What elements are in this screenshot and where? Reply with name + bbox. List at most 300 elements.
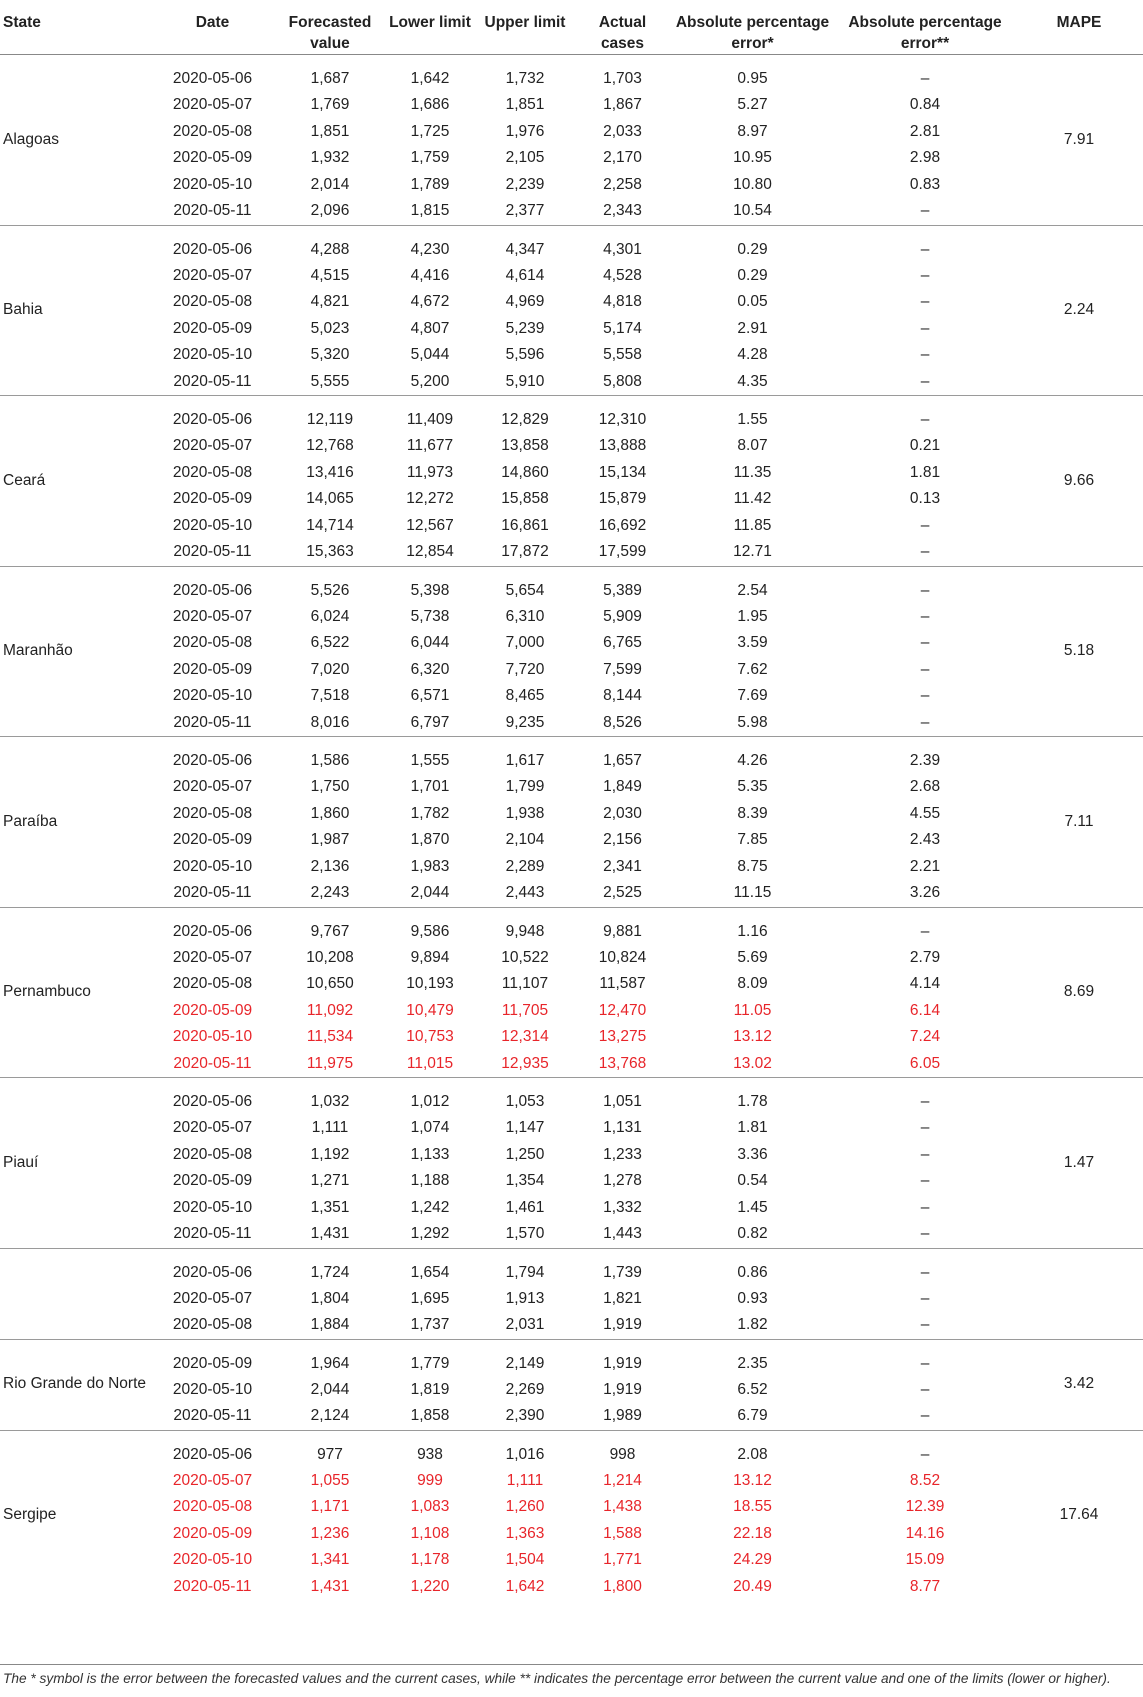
cell-upper: 4,614: [505, 266, 545, 284]
mape-cell: 1.47: [1015, 1078, 1143, 1249]
cell-actual: 13,768: [598, 1054, 647, 1072]
mape-cell: 5.18: [1015, 566, 1143, 737]
cell-ape2: 0.84: [909, 96, 941, 113]
table-row: [0, 1430, 1143, 1468]
cell-date: 2020-05-08: [172, 804, 253, 822]
cell-lower: 1,815: [410, 202, 450, 219]
table-row: [0, 1521, 1143, 1548]
header-ape1: Absolute percentage error*: [670, 0, 835, 55]
cell-ape1: 13.02: [733, 1054, 772, 1072]
table-row: [0, 460, 1143, 487]
cell-actual: 1,821: [603, 1289, 642, 1307]
cell-lower: 1,188: [410, 1172, 450, 1189]
cell-ape1: 6.52: [737, 1380, 768, 1398]
mape-cell: 3.42: [1015, 1339, 1143, 1430]
cell-ape2: –: [920, 1316, 930, 1333]
cell-date: 2020-05-11: [173, 202, 252, 219]
cell-upper: 12,935: [501, 1054, 549, 1072]
cell-upper: 2,390: [505, 1407, 545, 1424]
cell-lower: 10,479: [406, 1001, 454, 1019]
cell-ape1: 0.86: [670, 1248, 835, 1286]
cell-ape2: –: [920, 687, 930, 704]
cell-ape2: –: [920, 70, 930, 87]
cell-actual: 5,174: [603, 319, 642, 337]
state-cell: Pernambuco: [0, 907, 150, 1078]
cell-actual: 9,881: [575, 907, 670, 945]
header-upper: Upper limit: [475, 0, 575, 55]
cell-upper: 11,705: [501, 1001, 549, 1019]
cell-date: 2020-05-09: [172, 1172, 253, 1189]
cell-ape1: 7.69: [737, 687, 768, 704]
cell-actual: 998: [575, 1430, 670, 1468]
cell-ape2: –: [835, 566, 1015, 604]
cell-actual: 1,214: [603, 1471, 642, 1489]
cell-forecasted: 10,208: [306, 948, 354, 966]
cell-upper: 1,363: [505, 1524, 545, 1542]
table-row: [0, 1377, 1143, 1404]
cell-upper: 5,910: [505, 372, 545, 390]
cell-ape1: 22.18: [733, 1524, 772, 1542]
table-row: [0, 486, 1143, 513]
cell-lower: 1,983: [410, 857, 450, 875]
cell-upper: 9,948: [475, 907, 575, 945]
cell-forecasted: 2,044: [310, 1380, 350, 1398]
cell-upper: 7,720: [505, 660, 545, 678]
cell-ape1: 2.54: [670, 566, 835, 604]
state-cell: Bahia: [0, 225, 150, 396]
cell-date: 2020-05-11: [173, 1577, 252, 1595]
cell-lower: 1,819: [410, 1380, 450, 1398]
cell-date: 2020-05-07: [172, 948, 253, 966]
cell-ape1: 6.79: [737, 1407, 768, 1424]
cell-forecasted: 6,522: [310, 634, 350, 651]
cell-lower: 9,586: [385, 907, 475, 945]
cell-date: 2020-05-10: [172, 687, 253, 704]
cell-lower: 1,870: [410, 831, 450, 848]
cell-ape1: 10.80: [733, 175, 772, 193]
cell-ape2: –: [920, 1198, 930, 1216]
table-footnote: The * symbol is the error between the forecasted values and the current cases, while ** indicates the percentage error between the current value and one of the limits (lower or higher).: [3, 1671, 1111, 1686]
cell-ape2: –: [920, 1145, 930, 1163]
cell-ape2: –: [920, 1407, 930, 1424]
cell-actual: 1,332: [603, 1198, 642, 1216]
mape-cell: 2.24: [1015, 225, 1143, 396]
table-row: [0, 1221, 1143, 1248]
cell-ape1: 1.81: [737, 1119, 768, 1136]
cell-ape1: 3.59: [737, 634, 768, 651]
cell-date: 2020-05-08: [172, 463, 253, 481]
cell-upper: 9,235: [505, 713, 545, 731]
table-row: [0, 433, 1143, 460]
cell-ape1: 1.45: [737, 1198, 768, 1216]
cell-ape2: –: [835, 1339, 1015, 1377]
cell-actual: 5,909: [603, 607, 642, 625]
cell-forecasted: 5,023: [310, 319, 350, 337]
state-cell: Paraíba: [0, 737, 150, 908]
cell-date: 2020-05-09: [172, 149, 253, 166]
cell-lower: 12,272: [406, 490, 454, 507]
cell-upper: 1,799: [505, 778, 545, 795]
cell-ape1: 1.82: [737, 1316, 768, 1333]
cell-date: 2020-05-08: [172, 975, 253, 992]
cell-ape2: –: [920, 607, 930, 625]
cell-ape2: –: [920, 346, 930, 363]
table-header: [0, 0, 1143, 55]
cell-upper: 2,031: [505, 1316, 545, 1333]
cell-ape1: 20.49: [733, 1577, 772, 1595]
cell-actual: 4,528: [603, 266, 642, 284]
cell-ape2: –: [920, 293, 930, 310]
cell-ape2: 0.21: [909, 437, 941, 454]
cell-forecasted: 4,821: [310, 293, 350, 310]
cell-actual: 1,703: [603, 70, 642, 87]
cell-ape2: –: [920, 1225, 930, 1242]
cell-actual: 5,558: [603, 346, 642, 363]
cell-date: 2020-05-10: [172, 346, 253, 363]
cell-ape1: 4.28: [737, 346, 768, 363]
cell-date: 2020-05-07: [172, 266, 253, 284]
cell-forecasted: 977: [275, 1430, 385, 1468]
cell-lower: 11,973: [406, 463, 454, 481]
cell-upper: 2,377: [505, 202, 545, 219]
table-row: [0, 907, 1143, 945]
cell-actual: 2,156: [603, 831, 642, 848]
table-row: [0, 683, 1143, 710]
cell-forecasted: 1,431: [310, 1577, 350, 1595]
cell-date: 2020-05-09: [172, 831, 253, 848]
table-row: [0, 566, 1143, 604]
cell-lower: 1,686: [410, 96, 450, 113]
cell-forecasted: 5,555: [310, 372, 350, 390]
cell-forecasted: 2,136: [310, 857, 350, 875]
cell-lower: 12,567: [406, 516, 454, 534]
cell-ape1: 1.95: [737, 607, 768, 625]
cell-lower: 1,220: [410, 1577, 450, 1595]
cell-actual: 1,989: [603, 1407, 642, 1424]
header-mape: MAPE: [1015, 0, 1143, 55]
cell-upper: 11,107: [501, 975, 549, 992]
table-row: [0, 1468, 1143, 1495]
cell-forecasted: 11,534: [306, 1028, 354, 1045]
cell-forecasted: 1,932: [310, 149, 350, 166]
cell-lower: 2,044: [410, 884, 450, 901]
table-row: [0, 854, 1143, 881]
cell-actual: 15,134: [598, 463, 647, 481]
cell-ape2: –: [835, 1078, 1015, 1116]
cell-ape1: 1.16: [670, 907, 835, 945]
cell-lower: 12,854: [406, 543, 454, 560]
table-row: [0, 55, 1143, 93]
cell-lower: 1,737: [410, 1316, 450, 1333]
cell-date: 2020-05-06: [150, 566, 275, 604]
table-row: [0, 1142, 1143, 1169]
state-cell: Maranhão: [0, 566, 150, 737]
cell-forecasted: 1,724: [275, 1248, 385, 1286]
cell-upper: 1,053: [475, 1078, 575, 1116]
cell-upper: 16,861: [501, 516, 549, 534]
table-row: [0, 1051, 1143, 1078]
cell-ape1: 8.07: [737, 437, 768, 454]
cell-upper: 5,596: [505, 346, 545, 363]
cell-lower: 1,083: [410, 1498, 450, 1515]
table-row: [0, 1574, 1143, 1601]
cell-upper: 17,872: [501, 543, 549, 560]
table-row: [0, 225, 1143, 263]
cell-upper: 10,522: [501, 948, 549, 966]
cell-forecasted: 1,964: [275, 1339, 385, 1377]
cell-forecasted: 1,341: [310, 1551, 350, 1568]
table-body: [0, 55, 1143, 1601]
table-row: [0, 1195, 1143, 1222]
header-ape2: Absolute percentage error**: [835, 0, 1015, 55]
cell-lower: 10,193: [406, 975, 454, 992]
cell-forecasted: 1,687: [310, 70, 350, 87]
cell-actual: 2,343: [603, 202, 642, 219]
table-row: [0, 92, 1143, 119]
cell-upper: 5,654: [475, 566, 575, 604]
cell-date: 2020-05-06: [172, 70, 253, 87]
cell-ape1: 18.55: [733, 1498, 772, 1515]
cell-date: 2020-05-08: [172, 293, 253, 310]
cell-ape2: –: [920, 1289, 930, 1307]
cell-date: 2020-05-09: [172, 490, 253, 507]
cell-date: 2020-05-09: [172, 319, 253, 337]
cell-upper: 2,239: [505, 175, 545, 193]
cell-ape2: –: [835, 1430, 1015, 1468]
cell-lower: 1,858: [410, 1407, 450, 1424]
state-cell: [0, 1248, 150, 1339]
cell-actual: 2,525: [603, 884, 642, 901]
cell-upper: 4,969: [505, 293, 545, 310]
cell-date: 2020-05-07: [172, 1119, 253, 1136]
cell-ape1: 0.95: [737, 70, 768, 87]
cell-forecasted: 1,884: [310, 1316, 350, 1333]
cell-forecasted: 1,987: [310, 831, 350, 848]
cell-lower: 1,292: [410, 1225, 450, 1242]
cell-ape2: 6.14: [909, 1001, 941, 1019]
cell-forecasted: 12,768: [306, 437, 354, 454]
table-row: [0, 172, 1143, 199]
cell-date: 2020-05-10: [172, 175, 253, 193]
cell-lower: 1,108: [410, 1524, 450, 1542]
cell-lower: 11,677: [406, 437, 454, 454]
cell-upper: 1,504: [505, 1551, 545, 1568]
cell-lower: 1,654: [385, 1248, 475, 1286]
cell-ape1: 4.35: [737, 372, 768, 390]
cell-forecasted: 7,518: [310, 687, 350, 704]
cell-ape2: –: [920, 543, 930, 560]
cell-ape2: 2.21: [909, 857, 941, 875]
cell-forecasted: 10,650: [306, 975, 354, 992]
table-row: [0, 827, 1143, 854]
cell-forecasted: 4,515: [310, 266, 350, 284]
cell-ape2: –: [920, 319, 930, 337]
cell-ape1: 12.71: [733, 543, 772, 560]
cell-ape2: –: [920, 516, 930, 534]
cell-upper: 2,269: [505, 1380, 545, 1398]
cell-date: 2020-05-09: [172, 1524, 253, 1542]
cell-ape2: –: [920, 202, 930, 219]
cell-ape2: –: [835, 225, 1015, 263]
cell-forecasted: 13,416: [306, 463, 354, 481]
cell-actual: 2,258: [603, 175, 642, 193]
cell-date: 2020-05-11: [173, 713, 252, 731]
cell-upper: 2,104: [505, 831, 545, 848]
cell-upper: 1,461: [505, 1198, 545, 1216]
cell-forecasted: 2,014: [310, 175, 350, 193]
cell-forecasted: 1,769: [310, 96, 350, 113]
cell-actual: 6,765: [603, 634, 642, 651]
cell-ape1: 4.26: [670, 737, 835, 775]
table-row: [0, 119, 1143, 146]
cell-ape2: 12.39: [905, 1498, 945, 1515]
cell-date: 2020-05-08: [172, 122, 253, 140]
cell-date: 2020-05-06: [150, 1430, 275, 1468]
cell-ape1: 2.91: [737, 319, 768, 337]
cell-ape2: –: [835, 396, 1015, 434]
cell-date: 2020-05-11: [173, 1407, 252, 1424]
cell-lower: 1,133: [410, 1145, 450, 1163]
cell-lower: 6,320: [410, 660, 450, 678]
cell-actual: 12,310: [575, 396, 670, 434]
cell-upper: 1,851: [505, 96, 545, 113]
cell-ape1: 11.15: [733, 884, 772, 901]
cell-forecasted: 7,020: [310, 660, 350, 678]
cell-lower: 11,015: [406, 1054, 454, 1072]
cell-ape2: –: [835, 907, 1015, 945]
table-row: [0, 1024, 1143, 1051]
cell-ape1: 10.54: [733, 202, 772, 219]
cell-ape1: 13.12: [733, 1028, 772, 1045]
table-row: [0, 1339, 1143, 1377]
cell-forecasted: 1,171: [310, 1498, 350, 1515]
bottom-rule: [0, 1664, 1143, 1665]
cell-date: 2020-05-06: [150, 225, 275, 263]
cell-date: 2020-05-09: [172, 660, 253, 678]
cell-forecasted: 1,236: [310, 1524, 350, 1542]
cell-date: 2020-05-11: [173, 1225, 252, 1242]
cell-lower: 1,012: [385, 1078, 475, 1116]
cell-forecasted: 14,065: [306, 490, 354, 507]
cell-lower: 999: [417, 1471, 443, 1489]
cell-date: 2020-05-07: [172, 778, 253, 795]
cell-upper: 2,105: [505, 149, 545, 166]
cell-lower: 1,555: [385, 737, 475, 775]
cell-lower: 9,894: [410, 948, 450, 966]
cell-ape1: 5.27: [737, 96, 768, 113]
cell-lower: 4,672: [410, 293, 450, 310]
cell-forecasted: 6,024: [310, 607, 350, 625]
table-row: [0, 1286, 1143, 1313]
cell-ape2: 15.09: [905, 1551, 945, 1568]
cell-upper: 2,443: [505, 884, 545, 901]
cell-actual: 1,438: [603, 1498, 642, 1515]
cell-actual: 1,849: [603, 778, 642, 795]
header-state: State: [0, 0, 150, 55]
state-cell: Alagoas: [3, 130, 60, 148]
cell-date: 2020-05-11: [173, 543, 252, 560]
header-forecasted: Forecasted value: [275, 0, 385, 55]
cell-forecasted: 1,351: [310, 1198, 350, 1216]
cell-actual: 1,771: [603, 1551, 642, 1568]
cell-upper: 1,016: [475, 1430, 575, 1468]
cell-actual: 1,233: [603, 1145, 642, 1163]
cell-date: 2020-05-10: [172, 516, 253, 534]
cell-date: 2020-05-06: [150, 1248, 275, 1286]
cell-ape2: –: [835, 1248, 1015, 1286]
cell-forecasted: 4,288: [275, 225, 385, 263]
cell-forecasted: 5,526: [275, 566, 385, 604]
cell-lower: 11,409: [385, 396, 475, 434]
cell-forecasted: 2,124: [310, 1407, 350, 1424]
cell-forecasted: 1,055: [310, 1471, 350, 1489]
cell-forecasted: 1,192: [310, 1145, 350, 1163]
cell-lower: 1,759: [410, 149, 450, 166]
cell-ape2: 7.24: [909, 1028, 941, 1045]
cell-actual: 2,341: [603, 857, 642, 875]
cell-lower: 1,695: [410, 1289, 450, 1307]
cell-lower: 6,571: [410, 687, 450, 704]
table-row: [0, 316, 1143, 343]
cell-ape1: 0.29: [670, 225, 835, 263]
cell-ape2: 4.55: [909, 804, 941, 822]
cell-date: 2020-05-06: [150, 396, 275, 434]
cell-ape2: 2.98: [909, 149, 941, 166]
cell-ape2: 2.68: [909, 778, 941, 795]
cell-actual: 1,131: [603, 1119, 642, 1136]
cell-date: 2020-05-06: [150, 907, 275, 945]
table-row: [0, 710, 1143, 737]
cell-upper: 14,860: [501, 463, 549, 481]
cell-forecasted: 11,975: [306, 1054, 354, 1072]
cell-lower: 1,701: [410, 778, 450, 795]
cell-actual: 10,824: [598, 948, 647, 966]
cell-ape2: 6.05: [909, 1054, 941, 1072]
cell-upper: 1,570: [505, 1225, 545, 1242]
cell-date: 2020-05-06: [150, 737, 275, 775]
cell-date: 2020-05-09: [172, 1001, 253, 1019]
cell-forecasted: 1,851: [310, 122, 350, 140]
cell-upper: 6,310: [505, 607, 545, 625]
cell-ape2: 2.43: [909, 831, 941, 848]
cell-ape1: 5.98: [737, 713, 768, 731]
cell-upper: 13,858: [501, 437, 549, 454]
cell-actual: 2,170: [603, 149, 642, 166]
cell-date: 2020-05-08: [172, 634, 253, 651]
cell-forecasted: 1,750: [310, 778, 350, 795]
cell-upper: 1,913: [505, 1289, 545, 1307]
cell-forecasted: 11,092: [306, 1001, 354, 1019]
table-row: [0, 198, 1143, 225]
cell-date: 2020-05-10: [172, 1028, 253, 1045]
table-row: [0, 998, 1143, 1025]
cell-actual: 8,144: [603, 687, 642, 704]
cell-ape2: 1.81: [909, 463, 941, 481]
table-row: [0, 945, 1143, 972]
cell-upper: 1,976: [505, 122, 545, 140]
cell-forecasted: 1,860: [310, 804, 350, 822]
cell-date: 2020-05-07: [172, 1471, 253, 1489]
cell-actual: 1,278: [603, 1172, 642, 1189]
cell-lower: 4,230: [385, 225, 475, 263]
cell-date: 2020-05-07: [172, 1289, 253, 1307]
cell-ape2: 14.16: [905, 1524, 945, 1542]
cell-ape1: 8.97: [737, 122, 768, 140]
table-row: [0, 263, 1143, 290]
cell-upper: 2,149: [475, 1339, 575, 1377]
table-row: [0, 1168, 1143, 1195]
cell-ape1: 5.35: [737, 778, 768, 795]
